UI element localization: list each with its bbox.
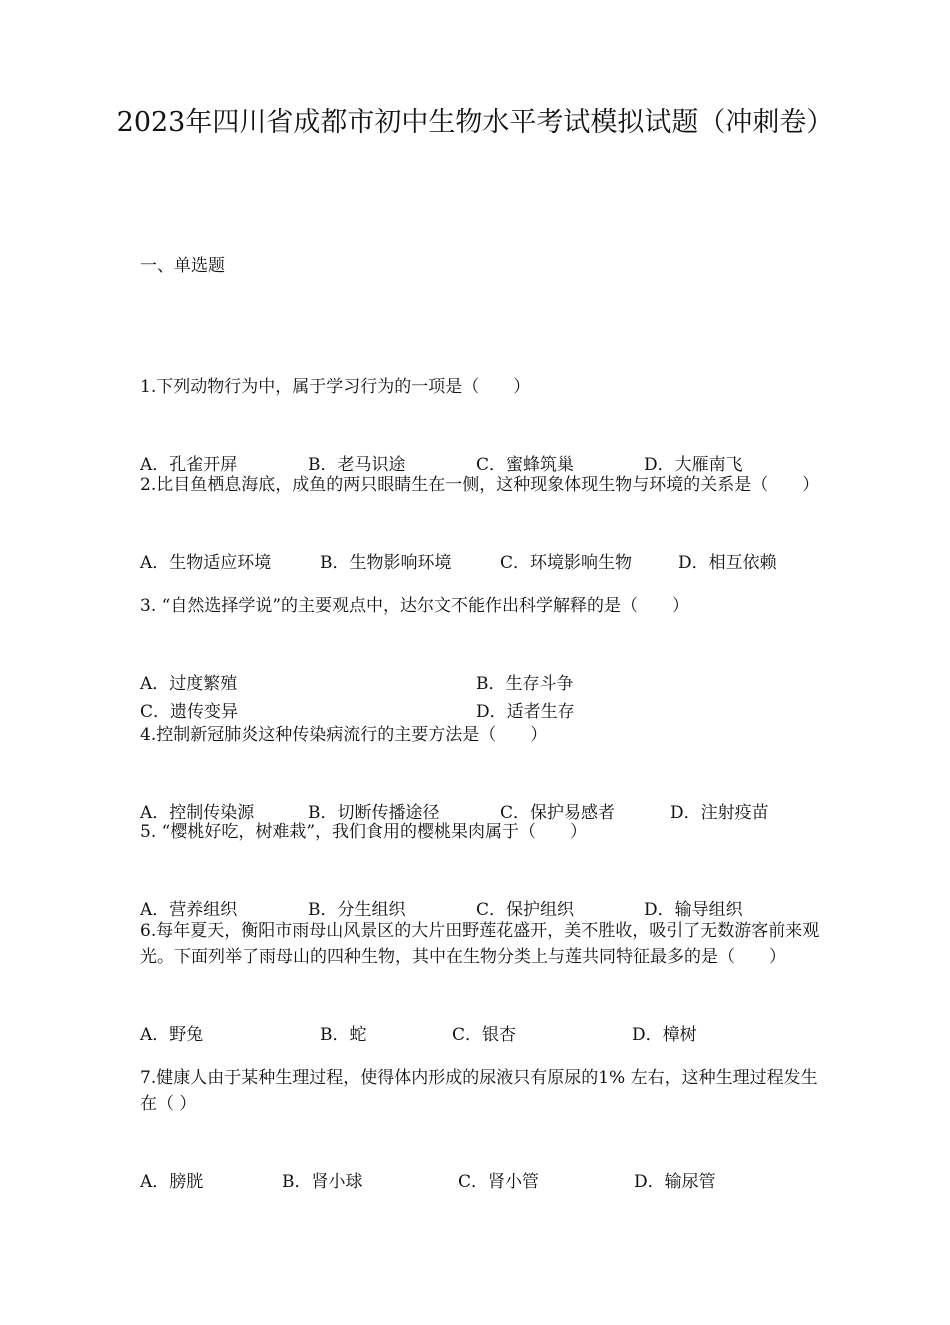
question-stem: 7.健康人由于某种生理过程，使得体内形成的尿液只有原尿的1% 左右，这种生理过程发生在（ ） [140,1068,818,1114]
option-b: B．生物影响环境 [320,553,452,573]
option-a: A．控制传染源 [140,803,255,823]
option-a: A．过度繁殖 [140,674,238,694]
option-d: D．大雁南飞 [644,455,743,475]
option-b: B．老马识途 [308,455,406,475]
question-stem: 1.下列动物行为中，属于学习行为的一项是（ ） [140,377,531,397]
question-stem: 3. “自然选择学说”的主要观点中，达尔文不能作出科学解释的是（ ） [140,596,690,616]
section-heading: 一、单选题 [140,256,225,276]
option-a: A．营养组织 [140,900,238,920]
option-b: B．切断传播途径 [308,803,440,823]
option-a: A．生物适应环境 [140,553,272,573]
option-d: D．樟树 [632,1025,697,1045]
question-7 [140,1013,820,1247]
option-d: D．注射疫苗 [670,803,769,823]
option-d: D．输尿管 [634,1172,716,1192]
option-c: C．银杏 [452,1025,517,1045]
option-c: C．环境影响生物 [500,553,633,573]
option-c: C．遗传变异 [140,702,239,722]
question-stem: 6.每年夏天，衡阳市雨母山风景区的大片田野莲花盛开，美不胜收，吸引了无数游客前来观光。下面列举了雨母山的四种生物，其中在生物分类上与莲共同特征最多的是（ ） [140,921,820,967]
option-d: D．适者生存 [476,702,575,722]
exam-title: 2023年四川省成都市初中生物水平考试模拟试题（冲刺卷） [116,107,834,138]
option-b: B．生存斗争 [476,674,574,694]
option-b: B．肾小球 [282,1172,363,1192]
option-c: C．蜜蜂筑巢 [476,455,575,475]
option-c: C．保护易感者 [500,803,616,823]
option-d: D．输导组织 [644,900,743,920]
question-stem: 4.控制新冠肺炎这种传染病流行的主要方法是（ ） [140,725,548,745]
option-a: A．膀胱 [140,1172,204,1192]
question-stem: 2.比目鱼栖息海底，成鱼的两只眼睛生在一侧，这种现象体现生物与环境的关系是（ ） [140,475,820,495]
option-d: D．相互依赖 [678,553,777,573]
option-a: A．孔雀开屏 [140,455,238,475]
question-stem: 5. “樱桃好吃，树难栽”，我们食用的樱桃果肉属于（ ） [140,822,588,842]
option-b: B．分生组织 [308,900,406,920]
option-row [140,1169,820,1195]
option-a: A．野兔 [140,1025,204,1045]
option-c: C．肾小管 [458,1172,540,1192]
option-c: C．保护组织 [476,900,575,920]
option-b: B．蛇 [320,1025,367,1045]
